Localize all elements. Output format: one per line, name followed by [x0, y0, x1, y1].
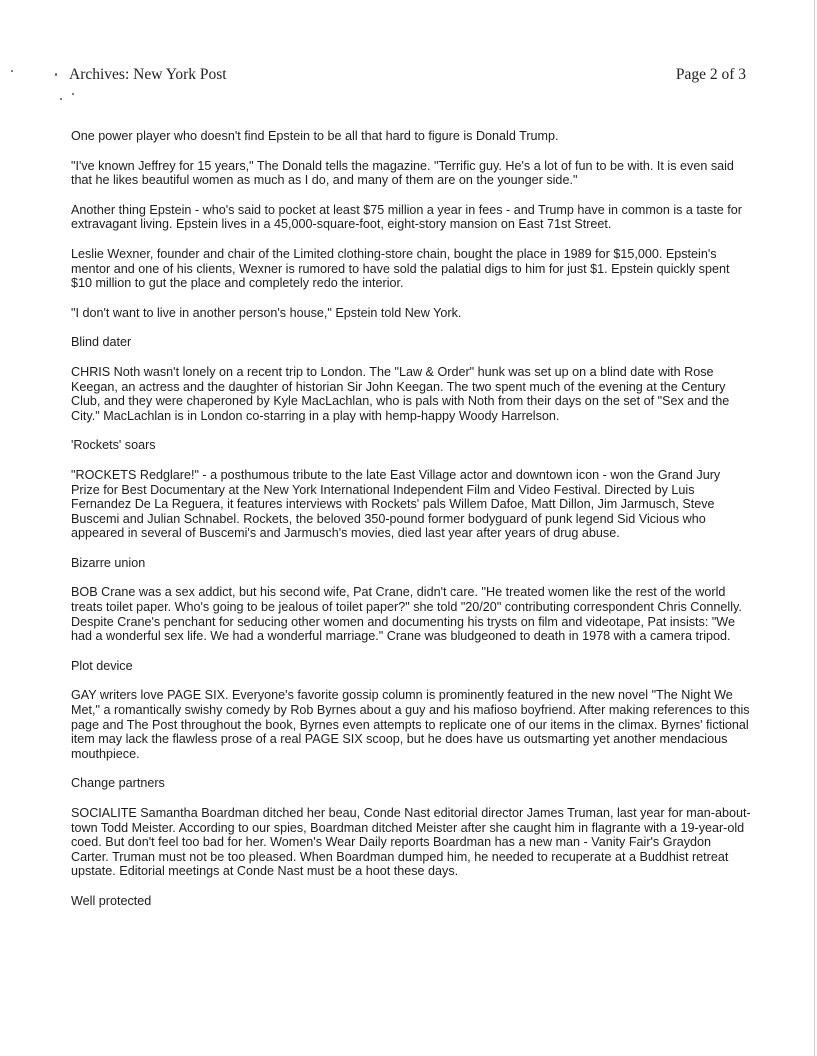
scan-speck [55, 73, 57, 76]
page-number: Page 2 of 3 [675, 66, 746, 83]
section-heading: 'Rockets' soars [71, 438, 156, 453]
scan-speck [72, 93, 74, 95]
paragraph: CHRIS Noth wasn't lonely on a recent trip to London. The "Law & Order" hunk was set up on a blind date with Rose Keegan, an actress and the daughter of historian Sir John Keegan. The two spent much of the evening at the Century Club, and they were chaperoned by Kyle MacLachlan, who is pals with Noth from their days on the set of "Sex and the City." MacLachlan is in London co-starring in a play with hemp-happy Woody Harrelson. [71, 364, 730, 423]
paragraph: BOB Crane was a sex addict, but his second wife, Pat Crane, didn't care. "He treated women like the rest of the world treats toilet paper. Who's going to be jealous of toilet paper?" she told "20/20" contributing correspondent Chris Connelly. Despite Crane's penchant for seducing other women and documenting his trysts on film and videotape, Pat insists: "We had a wonderful sex life. We had a wonderful marriage." Crane was bludgeoned to death in 1978 with a camera tripod. [71, 585, 742, 644]
paragraph: GAY writers love PAGE SIX. Everyone's favorite gossip column is prominently featured in the new novel "The Night We Met," a romantically swishy comedy by Rob Byrnes about a guy and his mafioso boyfriend. After making references to this page and The Post throughout the book, Byrnes even attempts to replicate one of our items in the climax. Byrnes' fictional item may lack the flawless prose of a real PAGE SIX scoop, but he does have us outsmarting yet another mendacious mouthpiece. [71, 688, 750, 761]
article-body [71, 129, 751, 924]
section-heading: Blind dater [71, 335, 132, 350]
section-heading: Change partners [71, 776, 165, 791]
scan-speck [60, 98, 62, 100]
section-heading: Bizarre union [71, 555, 146, 570]
section-heading: Well protected [71, 893, 152, 908]
paragraph: "I've known Jeffrey for 15 years," The Donald tells the magazine. "Terrific guy. He's a lot of fun to be with. It is even said that he likes beautiful women as much as I do, and many of them are on the younger side." [71, 158, 734, 188]
paragraph: One power player who doesn't find Epstein to be all that hard to figure is Donald Trump. [71, 129, 559, 143]
paragraph: SOCIALITE Samantha Boardman ditched her beau, Conde Nast editorial director James Truman, last year for man-about-town Todd Meister. According to our spies, Boardman ditched Meister after she caught him in flagrante with a 19-year-old coed. But don't feel too bad for her. Women's Wear Daily reports Boardman has a new man - Vanity Fair's Graydon Carter. Truman must not be too pleased. When Boardman dumped him, he needed to recuperate at a Buddhist retreat upstate. Editorial meetings at Conde Nast must be a hoot these days. [71, 806, 751, 879]
scan-edge [814, 0, 815, 1056]
paragraph: "ROCKETS Redglare!" - a posthumous tribute to the late East Village actor and downtown icon - won the Grand Jury Prize for Best Documentary at the New York International Independent Film and Video Festival. Directed by Luis Fernandez De La Reguera, it features interviews with Rockets' pals Willem Dafoe, Matt Dillon, Jim Jarmusch, Steve Buscemi and Julian Schnabel. Rockets, the beloved 350-pound former bodyguard of punk legend Sid Vicious who appeared in several of Buscemi's and Jarmusch's movies, died last year after years of drug abuse. [71, 467, 721, 541]
paragraph: "I don't want to live in another person's house," Epstein told New York. [71, 305, 462, 320]
archive-source: Archives: New York Post [69, 66, 227, 83]
section-heading: Plot device [71, 658, 133, 673]
paragraph: Another thing Epstein - who's said to pocket at least $75 million a year in fees - and Trump have in common is a taste for extravagant living. Epstein lives in a 45,000-square-foot, eight-story mansion on East 71st Street. [71, 202, 742, 232]
paragraph: Leslie Wexner, founder and chair of the Limited clothing-store chain, bought the place in 1989 for $15,000. Epstein's mentor and one of his clients, Wexner is rumored to have sold the palatial digs to him for just $1. Epstein quickly spent $10 million to gut the place and completely redo the interior. [71, 246, 730, 291]
scan-speck [11, 70, 13, 72]
